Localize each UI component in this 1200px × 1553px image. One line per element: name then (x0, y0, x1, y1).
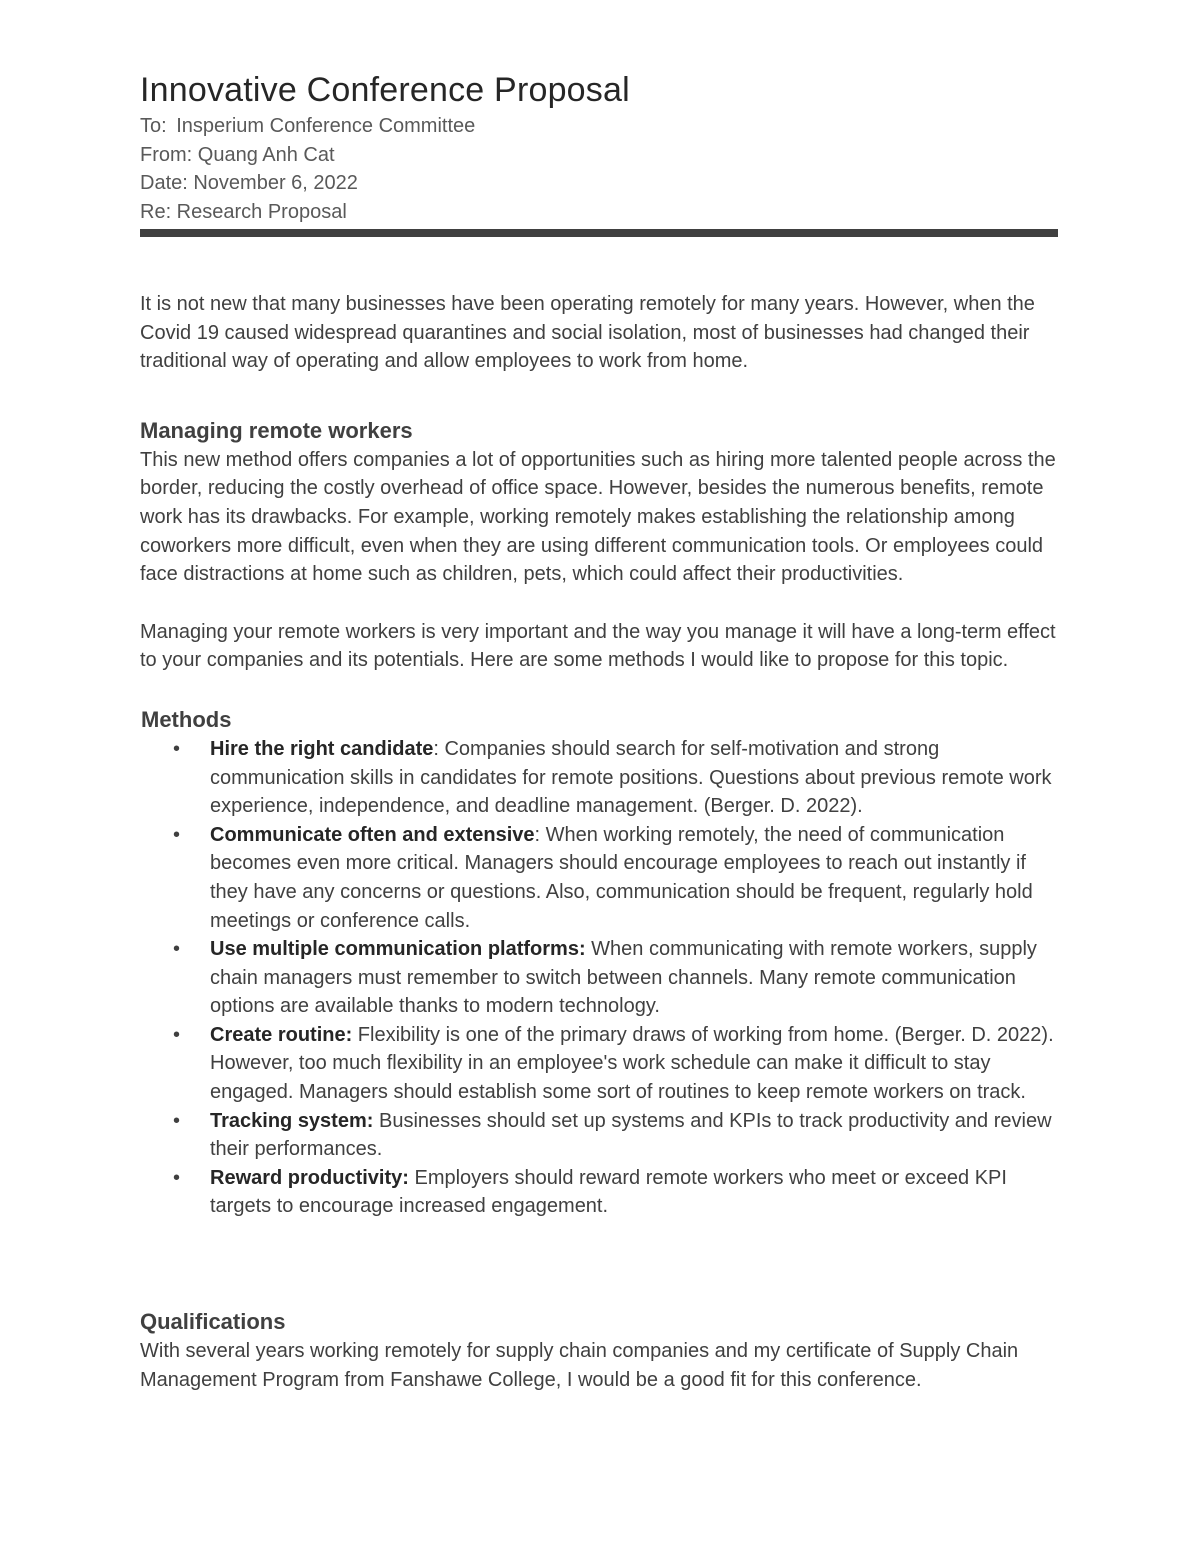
bullet-icon: • (173, 1109, 181, 1132)
method-name: Create routine: (210, 1023, 353, 1046)
method-text: When communicating with remote workers, supply chain managers must remember to switch between channels. Many remote communication options are available thanks to modern technology. (210, 938, 1037, 1018)
intro-paragraph: It is not new that many businesses have been operating remotely for many years. However, when the Covid 19 caused widespread quarantines and social isolation, most of businesses had changed their traditional way of operating and allow employees to work from home. (140, 293, 1035, 373)
method-text: Employers should reward remote workers who meet or exceed KPI targets to encourage increased engagement. (210, 1166, 1007, 1218)
memo-date: Date: November 6, 2022 (140, 172, 358, 194)
managing-paragraph-1: This new method offers companies a lot of opportunities such as hiring more talented people across the border, reducing the costly overhead of office space. However, besides the numerous benefits, remote work has its drawbacks. For example, working remotely makes establishing the relationship among coworkers more difficult, even when they are using different communication tools. Or employees could face distractions at home such as children, pets, which could affect their productivities. (140, 448, 1056, 586)
method-item-platforms (140, 935, 1058, 1021)
method-name: Use multiple communication platforms: (210, 938, 586, 961)
document-title: Innovative Conference Proposal (140, 71, 630, 109)
method-name: Tracking system: (210, 1109, 374, 1132)
document-page (140, 68, 1058, 1394)
method-item-routine (140, 1021, 1058, 1107)
memo-to-label: To: (140, 115, 167, 137)
qualifications-paragraph: With several years working remotely for supply chain companies and my certificate of Supply Chain Management Program from Fanshawe College, I would be a good fit for this conference. (140, 1340, 1019, 1391)
bullet-icon: • (173, 938, 181, 961)
method-text: Flexibility is one of the primary draws of working from home. (Berger. D. 2022). However, too much flexibility in an employee's work schedule can make it difficult to stay engaged. Managers should establish some sort of routines to keep remote workers on track. (210, 1023, 1054, 1104)
method-item-hire (140, 735, 1058, 821)
methods-list (140, 735, 1058, 1221)
method-text: : Companies should search for self-motivation and strong communication skills in candidates for remote positions. Questions about previous remote work experience, independence, and deadline management. (Berger. D. 2022). (210, 737, 1052, 818)
qualifications-heading: Qualifications (140, 1309, 286, 1335)
method-item-tracking (140, 1107, 1058, 1164)
methods-heading: Methods (141, 706, 232, 732)
memo-from: From: Quang Anh Cat (140, 143, 335, 166)
method-text: Businesses should set up systems and KPIs to track productivity and review their performances. (210, 1109, 1052, 1161)
header-divider (140, 229, 1058, 237)
memo-re: Re: Research Proposal (140, 200, 347, 223)
bullet-icon: • (173, 1166, 181, 1189)
bullet-icon: • (173, 1023, 181, 1046)
bullet-icon: • (173, 737, 181, 760)
managing-heading: Managing remote workers (140, 417, 413, 443)
method-name: Communicate often and extensive (210, 823, 535, 846)
bullet-icon: • (173, 823, 181, 846)
memo-to (140, 112, 1058, 141)
memo-to-value: Insperium Conference Committee (176, 115, 476, 137)
method-name: Reward productivity: (210, 1166, 409, 1189)
method-name: Hire the right candidate (210, 737, 434, 760)
method-item-reward (140, 1164, 1058, 1221)
method-item-communicate (140, 821, 1058, 935)
memo-header (140, 112, 1058, 226)
method-text: : When working remotely, the need of communication becomes even more critical. Managers should encourage employees to reach out instantly if they have any concerns or questions. Also, communication should be frequent, regularly hold meetings or conference calls. (210, 823, 1033, 932)
managing-paragraph-2: Managing your remote workers is very important and the way you manage it will have a long-term effect to your companies and its potentials. Here are some methods I would like to propose for this topic. (140, 620, 1056, 672)
